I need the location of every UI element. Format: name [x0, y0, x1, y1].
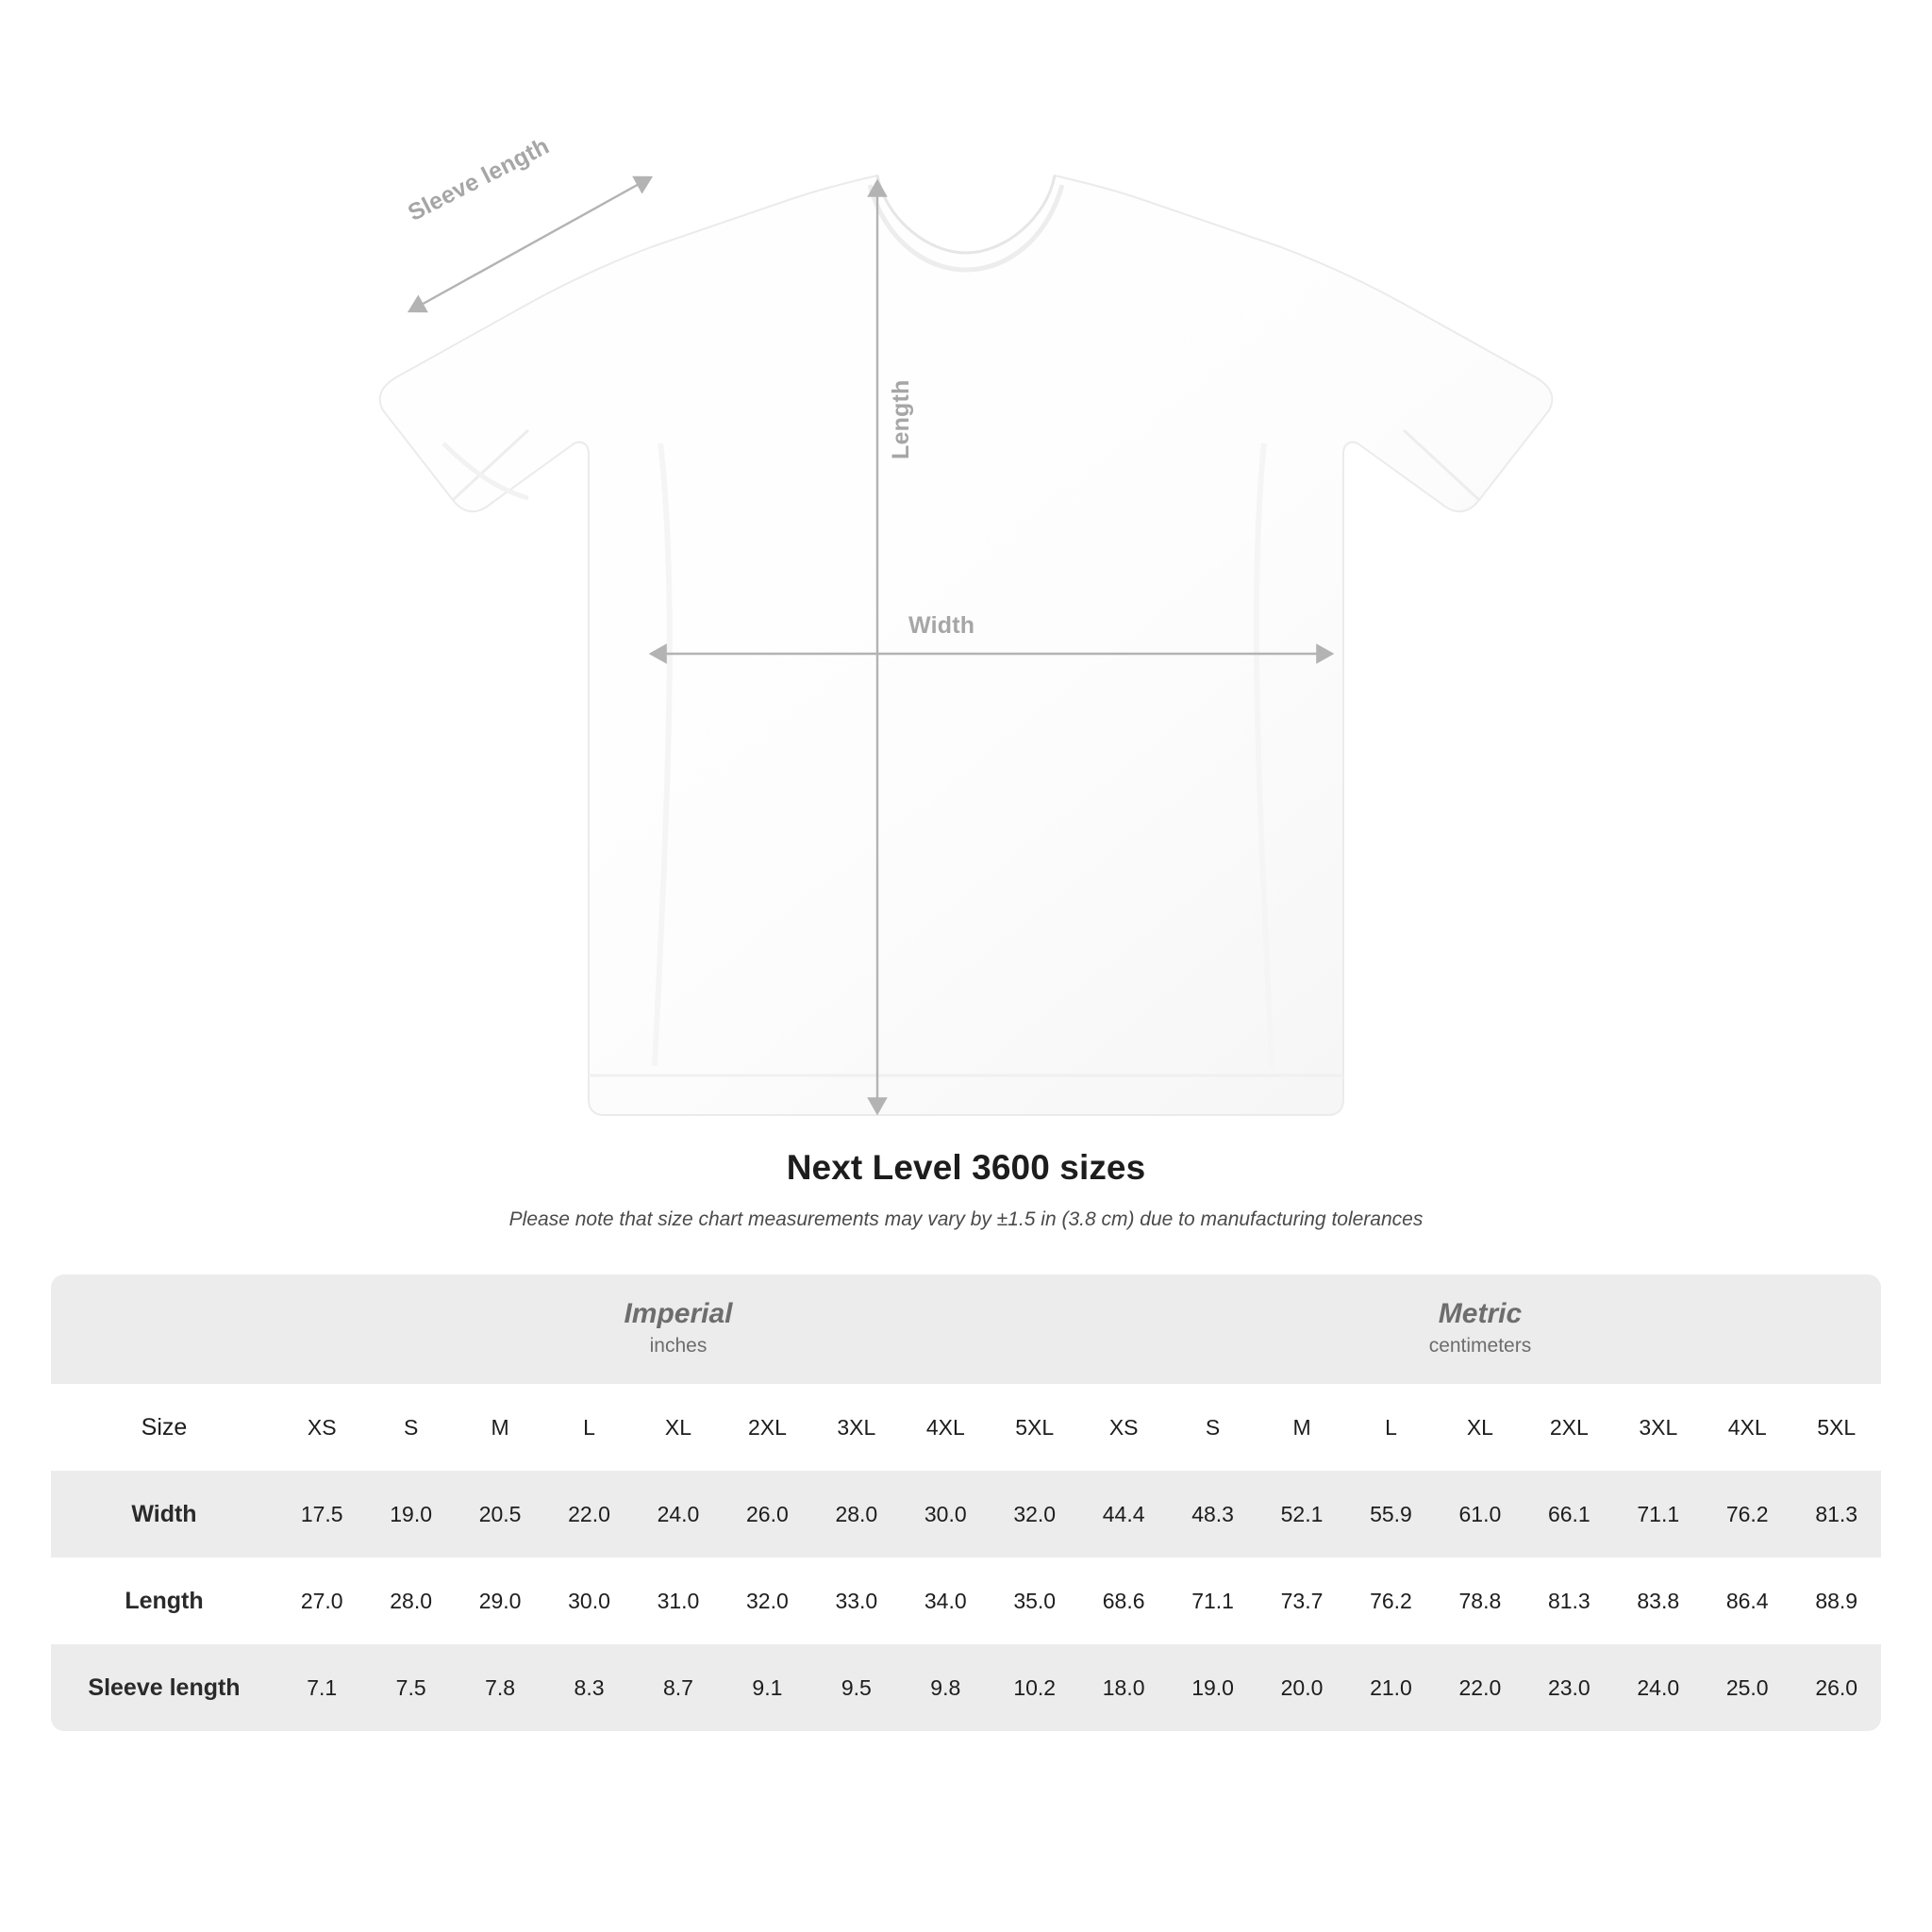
table-row	[51, 1557, 1881, 1644]
cell-sleeve-14: 23.0	[1524, 1644, 1613, 1731]
cell-sleeve-11: 20.0	[1257, 1644, 1346, 1731]
cell-length-10: 71.1	[1168, 1557, 1257, 1644]
length-label: Length	[888, 379, 914, 459]
sleeve-length-label: Sleeve length	[404, 132, 554, 226]
cell-sleeve-7: 9.8	[901, 1644, 990, 1731]
size-table	[51, 1274, 1881, 1731]
header-col-11: M	[1257, 1384, 1346, 1471]
cell-sleeve-0: 7.1	[277, 1644, 366, 1731]
cell-length-1: 28.0	[366, 1557, 455, 1644]
tolerance-note: Please note that size chart measurements may vary by ±1.5 in (3.8 cm) due to manufacturing tolerances	[508, 1208, 1424, 1230]
header-col-10: S	[1168, 1384, 1257, 1471]
cell-length-6: 33.0	[812, 1557, 901, 1644]
cell-width-11: 52.1	[1257, 1471, 1346, 1557]
cell-sleeve-16: 25.0	[1703, 1644, 1791, 1731]
unit-group-metric	[1079, 1274, 1881, 1384]
header-col-16: 4XL	[1703, 1384, 1791, 1471]
unit-group-metric-unit: centimeters	[1428, 1334, 1532, 1357]
cell-length-16: 86.4	[1703, 1557, 1791, 1644]
cell-width-12: 55.9	[1346, 1471, 1435, 1557]
cell-length-2: 29.0	[456, 1557, 544, 1644]
header-col-17: 5XL	[1791, 1384, 1881, 1471]
width-label: Width	[908, 612, 975, 639]
header-size-label: Size	[51, 1384, 277, 1471]
cell-sleeve-4: 8.7	[634, 1644, 723, 1731]
cell-sleeve-15: 24.0	[1614, 1644, 1703, 1731]
tshirt-shape	[380, 175, 1553, 1115]
cell-width-16: 76.2	[1703, 1471, 1791, 1557]
header-col-13: XL	[1436, 1384, 1524, 1471]
unit-group-imperial-unit: inches	[649, 1334, 708, 1357]
cell-sleeve-6: 9.5	[812, 1644, 901, 1731]
cell-length-9: 68.6	[1079, 1557, 1168, 1644]
header-col-14: 2XL	[1524, 1384, 1613, 1471]
cell-width-2: 20.5	[456, 1471, 544, 1557]
cell-length-14: 81.3	[1524, 1557, 1613, 1644]
header-col-9: XS	[1079, 1384, 1168, 1471]
cell-sleeve-5: 9.1	[723, 1644, 811, 1731]
table-header-row	[51, 1384, 1881, 1471]
row-label-sleeve-length: Sleeve length	[51, 1644, 277, 1731]
cell-length-17: 88.9	[1791, 1557, 1881, 1644]
cell-length-12: 76.2	[1346, 1557, 1435, 1644]
cell-length-5: 32.0	[723, 1557, 811, 1644]
cell-width-15: 71.1	[1614, 1471, 1703, 1557]
cell-length-8: 35.0	[991, 1557, 1079, 1644]
cell-width-6: 28.0	[812, 1471, 901, 1557]
row-label-length: Length	[51, 1557, 277, 1644]
table-row	[51, 1471, 1881, 1557]
unit-group-imperial-name: Imperial	[624, 1298, 733, 1329]
cell-sleeve-10: 19.0	[1168, 1644, 1257, 1731]
cell-length-15: 83.8	[1614, 1557, 1703, 1644]
cell-width-8: 32.0	[991, 1471, 1079, 1557]
header-col-15: 3XL	[1614, 1384, 1703, 1471]
cell-width-7: 30.0	[901, 1471, 990, 1557]
cell-sleeve-17: 26.0	[1791, 1644, 1881, 1731]
cell-width-9: 44.4	[1079, 1471, 1168, 1557]
cell-width-4: 24.0	[634, 1471, 723, 1557]
row-label-width: Width	[51, 1471, 277, 1557]
header-col-8: 5XL	[991, 1384, 1079, 1471]
header-col-0: XS	[277, 1384, 366, 1471]
cell-sleeve-8: 10.2	[991, 1644, 1079, 1731]
cell-width-3: 22.0	[544, 1471, 633, 1557]
cell-sleeve-3: 8.3	[544, 1644, 633, 1731]
cell-length-4: 31.0	[634, 1557, 723, 1644]
size-table-wrapper	[51, 1274, 1881, 1731]
unit-group-imperial	[277, 1274, 1079, 1384]
cell-sleeve-13: 22.0	[1436, 1644, 1524, 1731]
unit-group-row	[51, 1274, 1881, 1384]
cell-length-3: 30.0	[544, 1557, 633, 1644]
title-block	[0, 1148, 1932, 1231]
header-col-1: S	[366, 1384, 455, 1471]
header-col-7: 4XL	[901, 1384, 990, 1471]
cell-width-5: 26.0	[723, 1471, 811, 1557]
unit-group-metric-name: Metric	[1438, 1298, 1523, 1329]
cell-width-0: 17.5	[277, 1471, 366, 1557]
cell-sleeve-9: 18.0	[1079, 1644, 1168, 1731]
header-col-6: 3XL	[812, 1384, 901, 1471]
cell-sleeve-2: 7.8	[456, 1644, 544, 1731]
unit-corner-cell	[51, 1274, 277, 1384]
cell-width-1: 19.0	[366, 1471, 455, 1557]
cell-sleeve-1: 7.5	[366, 1644, 455, 1731]
cell-width-10: 48.3	[1168, 1471, 1257, 1557]
header-col-5: 2XL	[723, 1384, 811, 1471]
cell-length-0: 27.0	[277, 1557, 366, 1644]
cell-length-7: 34.0	[901, 1557, 990, 1644]
cell-sleeve-12: 21.0	[1346, 1644, 1435, 1731]
header-col-3: L	[544, 1384, 633, 1471]
header-col-4: XL	[634, 1384, 723, 1471]
cell-width-14: 66.1	[1524, 1471, 1613, 1557]
page-title: Next Level 3600 sizes	[786, 1148, 1146, 1187]
table-row	[51, 1644, 1881, 1731]
header-col-2: M	[456, 1384, 544, 1471]
cell-length-11: 73.7	[1257, 1557, 1346, 1644]
cell-length-13: 78.8	[1436, 1557, 1524, 1644]
cell-width-17: 81.3	[1791, 1471, 1881, 1557]
header-col-12: L	[1346, 1384, 1435, 1471]
cell-width-13: 61.0	[1436, 1471, 1524, 1557]
